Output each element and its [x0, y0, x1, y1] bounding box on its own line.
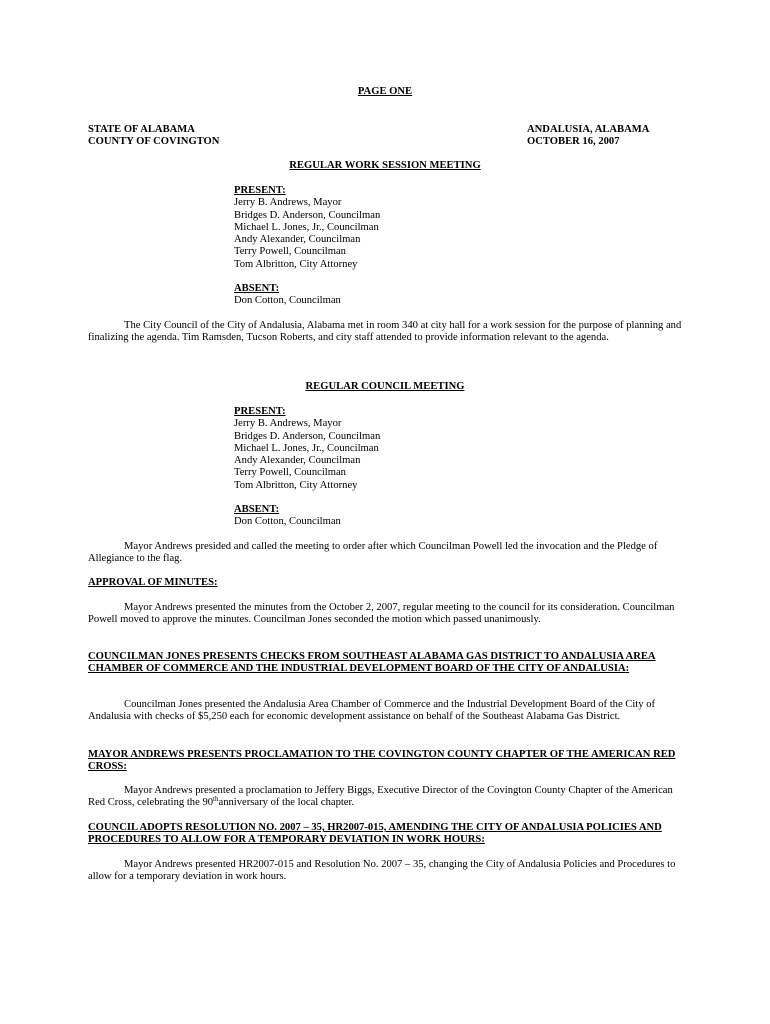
section-body-proclamation: [88, 785, 682, 810]
work-session-paragraph: The City Council of the City of Andalusia, Alabama met in room 340 at city hall for a work session for the purpose of planning and finalizing the agenda. Tim Ramsden, Tucson Roberts, and city staff attended to provide information relevant to the agenda.: [88, 320, 682, 344]
absent-label: ABSENT:: [234, 504, 280, 515]
attendee: Jerry B. Andrews, Mayor: [234, 418, 342, 430]
attendee: Andy Alexander, Councilman: [234, 234, 361, 246]
work-session-absent: [234, 283, 341, 308]
present-label: PRESENT:: [234, 406, 286, 417]
date-line: OCTOBER 16, 2007: [527, 136, 620, 147]
attendee: Andy Alexander, Councilman: [234, 455, 361, 467]
attendee: Bridges D. Anderson, Councilman: [234, 209, 381, 221]
county-line: COUNTY OF COVINGTON: [88, 136, 220, 147]
work-session-attendance: [234, 185, 380, 271]
proclamation-text-end: anniversary of the local chapter.: [218, 797, 355, 809]
section-body-approval: Mayor Andrews presented the minutes from the October 2, 2007, regular meeting to the council for its consideration. Councilman Powell moved to approve the minutes. Councilman Jones seconded the motion which passed unanimously.: [88, 602, 675, 626]
absent-label: ABSENT:: [234, 283, 280, 294]
attendee: Michael L. Jones, Jr., Councilman: [234, 221, 379, 233]
ordinal-suffix: th: [213, 795, 219, 804]
attendee: Tom Albritton, City Attorney: [234, 479, 358, 491]
state-line: STATE OF ALABAMA: [88, 124, 195, 135]
section-body-checks: Councilman Jones presented the Andalusia Area Chamber of Commerce and the Industrial Development Board of the City of Andalusia with checks of $5,250 each for economic development assistance on behalf of the Southeast Alabama Gas District.: [88, 699, 656, 723]
section-heading-proclamation: MAYOR ANDREWS PRESENTS PROCLAMATION TO THE COVINGTON COUNTY CHAPTER OF THE AMERICAN RED CROSS:: [88, 749, 676, 773]
attendee: Terry Powell, Councilman: [234, 246, 346, 258]
work-session-title: REGULAR WORK SESSION MEETING: [289, 160, 481, 171]
absentee: Don Cotton, Councilman: [234, 516, 341, 528]
attendee: Jerry B. Andrews, Mayor: [234, 197, 342, 209]
council-meeting-title: REGULAR COUNCIL MEETING: [305, 381, 465, 392]
absentee: Don Cotton, Councilman: [234, 295, 341, 307]
city-line: ANDALUSIA, ALABAMA: [527, 124, 650, 135]
section-heading-resolution: COUNCIL ADOPTS RESOLUTION NO. 2007 – 35, HR2007-015, AMENDING THE CITY OF ANDALUSIA POLICIES AND PROCEDURES TO ALLOW FOR A TEMPORARY DEVIATION IN WORK HOURS:: [88, 822, 662, 846]
attendee: Terry Powell, Councilman: [234, 467, 346, 479]
attendee: Tom Albritton, City Attorney: [234, 258, 358, 270]
council-meeting-paragraph: Mayor Andrews presided and called the meeting to order after which Councilman Powell led the invocation and the Pledge of Allegiance to the flag.: [88, 541, 658, 565]
section-heading-approval: APPROVAL OF MINUTES:: [88, 577, 218, 588]
section-body-resolution: Mayor Andrews presented HR2007-015 and Resolution No. 2007 – 35, changing the City of Andalusia Policies and Procedures to allow for a temporary deviation in work hours.: [88, 859, 676, 883]
page-label: PAGE ONE: [357, 86, 413, 97]
council-meeting-absent: [234, 504, 341, 529]
present-label: PRESENT:: [234, 185, 286, 196]
attendee: Michael L. Jones, Jr., Councilman: [234, 442, 379, 454]
attendee: Bridges D. Anderson, Councilman: [234, 430, 381, 442]
council-meeting-attendance: [234, 406, 380, 492]
section-heading-checks: COUNCILMAN JONES PRESENTS CHECKS FROM SOUTHEAST ALABAMA GAS DISTRICT TO ANDALUSIA AREA CHAMBER OF COMMERCE AND THE INDUSTRIAL DEVELOPMENT BOARD OF THE CITY OF ANDALUSIA:: [88, 651, 656, 675]
proclamation-text-start: Mayor Andrews presented a proclamation to Jeffery Biggs, Executive Director of the Covington County Chapter of the American Red Cross, celebrating the 90: [88, 785, 673, 809]
